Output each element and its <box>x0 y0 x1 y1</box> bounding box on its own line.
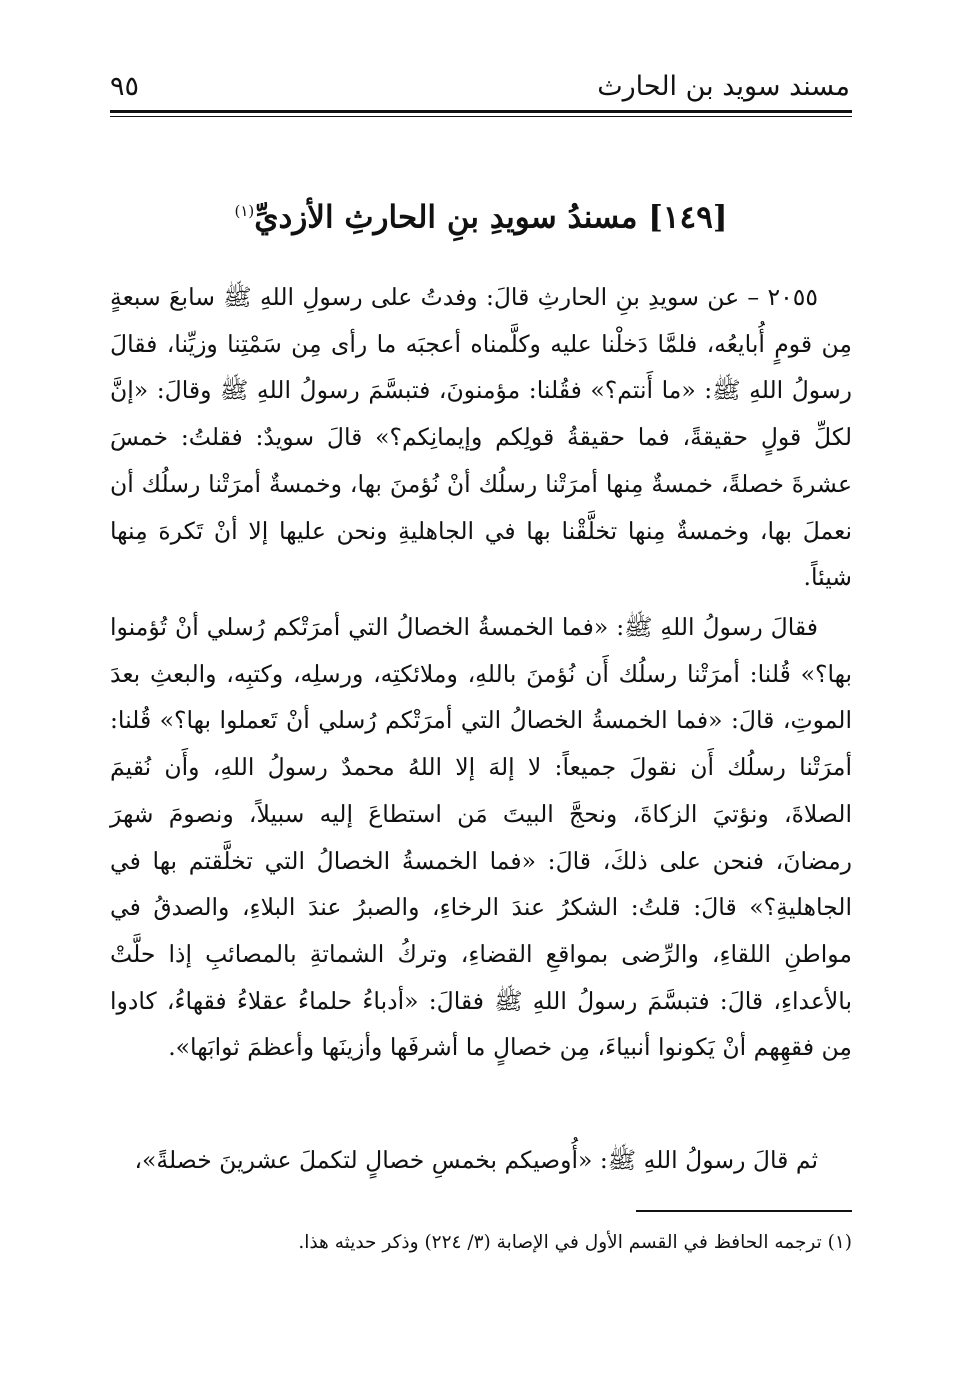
footnote: (١) ترجمه الحافظ في القسم الأول في الإصابة (٣/ ٢٢٤) وذكر حديثه هذا. <box>298 1232 852 1253</box>
hadith-paragraph-1 <box>110 274 852 601</box>
page-number: ٩٥ <box>110 71 140 102</box>
running-title: مسند سويد بن الحارث <box>597 71 850 102</box>
footnote-ref: (١) <box>234 202 255 220</box>
footnote-separator <box>636 1210 852 1212</box>
header-rule-thin <box>110 116 852 117</box>
hadith-paragraph-2 <box>110 604 852 1071</box>
hadith-paragraph-3 <box>110 1137 852 1184</box>
paragraph-text-1: ٢٠٥٥ – عن سويدِ بنِ الحارثِ قالَ: وفدتُ على رسولِ اللهِ ﷺ سابعَ سبعةٍ مِن قومٍ أُبايعُه، فلمَّا دَخلْنا عليه وكلَّمناه أعجبَه ما رأى مِن سَمْتِنا وزيِّنا، فقالَ رسولُ اللهِ ﷺ: «ما أَنتم؟» فقُلنا: مؤمنونَ، فتبسَّمَ رسولُ اللهِ ﷺ وقالَ: «إنَّ لكلِّ قولٍ حقيقةً، فما حقيقةُ قولِكم وإيمانِكم؟» قالَ سويدٌ: فقلتُ: خمسَ عشرةَ خصلةً، خمسةٌ مِنها أمرَتْنا رسلُك أنْ نُؤمنَ بها، وخمسةٌ أمرَتْنا رسلُك أن نعملَ بها، وخمسةٌ مِنها تخلَّقْنا بها في الجاهليةِ ونحن عليها إلا أنْ تَكرهَ مِنها شيئاً. <box>110 283 852 592</box>
header-rule <box>110 110 852 113</box>
section-heading <box>110 186 852 242</box>
section-heading-text: [١٤٩] مسندُ سويدِ بنِ الحارثِ الأزديِّ <box>254 199 728 236</box>
running-header <box>110 64 850 108</box>
paragraph-text-2: فقالَ رسولُ اللهِ ﷺ: «فما الخمسةُ الخصالُ التي أمرَتْكم رُسلي أنْ تُؤمنوا بها؟» قُلنا: أمرَتْنا رسلُك أَن نُؤمنَ باللهِ، وملائكتِه، ورسلِه، وكتبِه، والبعثِ بعدَ الموتِ، قالَ: «فما الخمسةُ الخصالُ التي أمرَتْكم رُسلي أنْ تَعملوا بها؟» قُلنا: أمرَتْنا رسلُك أَن نقولَ جميعاً: لا إلهَ إلا اللهُ محمدٌ رسولُ اللهِ، وأَن نُقيمَ الصلاةَ، ونؤتيَ الزكاةَ، ونحجَّ البيتَ مَن استطاعَ إليه سبيلاً، ونصومَ شهرَ رمضانَ، فنحن على ذلكَ، قالَ: «فما الخمسةُ الخصالُ التي تخلَّقتم بها في الجاهليةِ؟» قالَ: قلتُ: الشكرُ عندَ الرخاءِ، والصبرُ عندَ البلاءِ، والصدقُ في مواطنِ اللقاءِ، والرِّضى بمواقعِ القضاءِ، وتركُ الشماتةِ بالمصائبِ إذا حلَّتْ بالأعداءِ، قالَ: فتبسَّمَ رسولُ اللهِ ﷺ فقالَ: «أدباءُ حلماءُ عقلاءُ فقهاءُ، كادوا مِن فقهِهم أنْ يَكونوا أنبياءَ، مِن خصالٍ ما أشرفَها وأزينَها وأعظمَ ثوابَها». <box>110 613 852 1062</box>
paragraph-text-3: ثم قالَ رسولُ اللهِ ﷺ: «أُوصيكم بخمسِ خصالٍ لتكملَ عشرينَ خصلةً»، <box>134 1146 818 1174</box>
